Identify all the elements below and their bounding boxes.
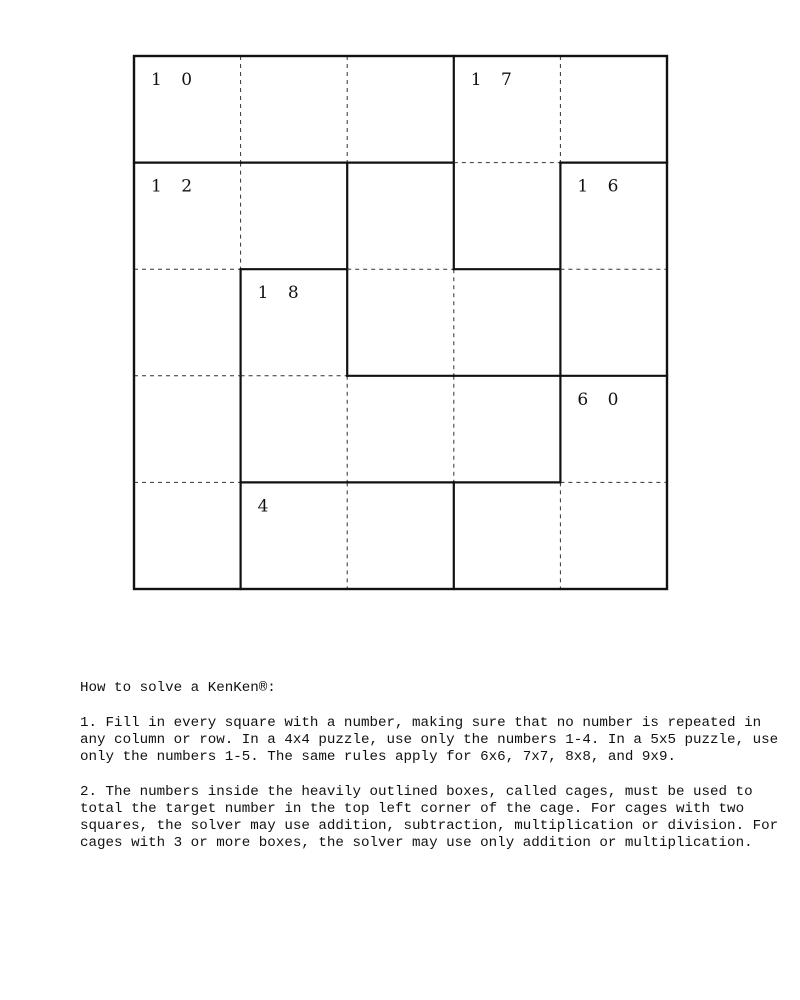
grid-cell-r3-c3[interactable] <box>347 269 454 376</box>
grid-cell-r4-c1[interactable] <box>134 376 241 483</box>
grid-cell-r2-c3[interactable] <box>347 163 454 270</box>
rule-2-text: 2. The numbers inside the heavily outlined boxes, called cages, must be used to total the target number in the top left corner of the cage. For cages with two squares, the solver may use addition, subtraction, multiplication or division. For cages with 3 or more boxes, the solver may use only addition or multiplication. <box>80 784 779 851</box>
grid-cell-r5-c5[interactable] <box>560 482 667 589</box>
grid-cell-r3-c5[interactable] <box>560 269 667 376</box>
grid-cell-r1-c2[interactable] <box>241 56 348 163</box>
cage-clue: 1 6 <box>577 176 626 197</box>
instructions-heading: How to solve a KenKen®: <box>80 680 276 696</box>
cage-clue: 1 2 <box>151 176 200 197</box>
cage-clue: 1 7 <box>470 70 519 90</box>
grid-cell-r3-c4[interactable] <box>454 269 561 376</box>
grid-cell-r2-c2[interactable] <box>241 163 348 270</box>
cage-clue: 4 <box>257 496 276 517</box>
grid-cell-r5-c2[interactable] <box>241 482 348 589</box>
cage-clue: 1 8 <box>257 283 306 304</box>
grid-cell-r5-c3[interactable] <box>347 482 454 589</box>
grid-cell-r1-c5[interactable] <box>560 56 667 163</box>
grid-cell-r5-c1[interactable] <box>134 482 241 589</box>
instructions-panel <box>80 680 780 870</box>
grid-cell-r1-c3[interactable] <box>347 56 454 163</box>
grid-cell-r4-c2[interactable] <box>241 376 348 483</box>
cage-clue: 1 0 <box>151 70 200 90</box>
grid-cell-r4-c3[interactable] <box>347 376 454 483</box>
grid-cell-r2-c4[interactable] <box>454 163 561 270</box>
grid-cell-r4-c4[interactable] <box>454 376 561 483</box>
grid-cell-r3-c1[interactable] <box>134 269 241 376</box>
cage-clue: 6 0 <box>577 389 626 410</box>
grid-cell-r5-c4[interactable] <box>454 482 561 589</box>
rule-1-text: 1. Fill in every square with a number, making sure that no number is repeated in any column or row. In a 4x4 puzzle, use only the numbers 1-4. In a 5x5 puzzle, use only the numbers 1-5. The same rules apply for 6x6, 7x7, 8x8, and 9x9. <box>80 715 779 765</box>
